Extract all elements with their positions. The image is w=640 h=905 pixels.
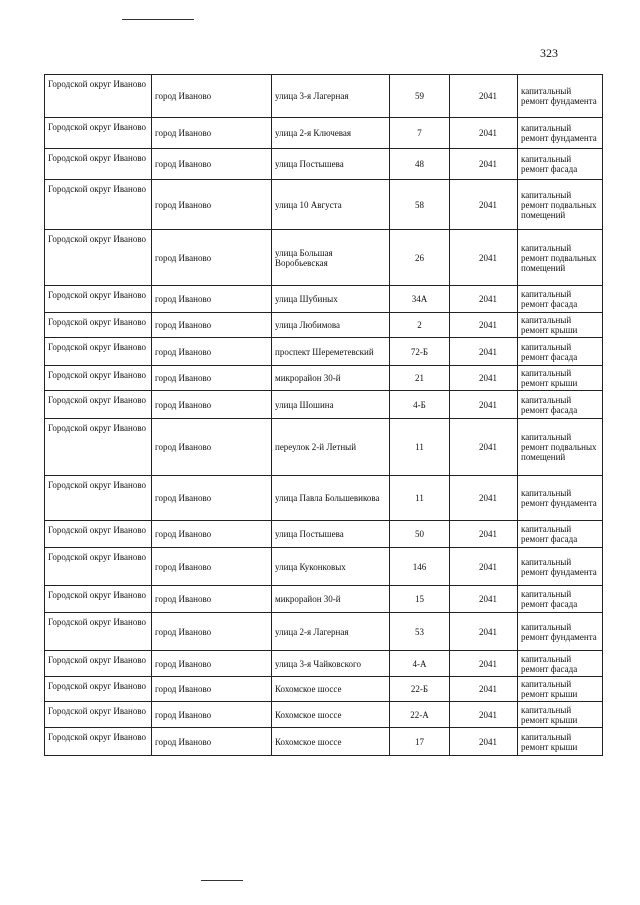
city-cell: город Иваново: [152, 75, 272, 118]
table-row: [45, 338, 603, 366]
district-cell: Городской округ Иваново: [45, 419, 152, 476]
year-cell: 2041: [450, 548, 518, 586]
street-cell: улица Павла Большевикова: [272, 476, 390, 521]
district-cell: Городской округ Иваново: [45, 728, 152, 756]
work-type-cell: капитальный ремонт крыши: [518, 366, 603, 391]
work-type-cell: капитальный ремонт фасада: [518, 286, 603, 313]
work-type-cell: капитальный ремонт фасада: [518, 338, 603, 366]
table-row: [45, 149, 603, 180]
house-number-cell: 11: [390, 476, 450, 521]
year-cell: 2041: [450, 338, 518, 366]
year-cell: 2041: [450, 391, 518, 419]
year-cell: 2041: [450, 286, 518, 313]
city-cell: город Иваново: [152, 313, 272, 338]
year-cell: 2041: [450, 149, 518, 180]
year-cell: 2041: [450, 118, 518, 149]
work-type-cell: капитальный ремонт фасада: [518, 149, 603, 180]
house-number-cell: 53: [390, 613, 450, 651]
district-cell: Городской округ Иваново: [45, 75, 152, 118]
street-cell: улица Постышева: [272, 149, 390, 180]
table-row: [45, 366, 603, 391]
street-cell: микрорайон 30-й: [272, 366, 390, 391]
district-cell: Городской округ Иваново: [45, 286, 152, 313]
district-cell: Городской округ Иваново: [45, 180, 152, 230]
year-cell: 2041: [450, 586, 518, 613]
street-cell: улица Куконковых: [272, 548, 390, 586]
year-cell: 2041: [450, 728, 518, 756]
district-cell: Городской округ Иваново: [45, 391, 152, 419]
district-cell: Городской округ Иваново: [45, 702, 152, 728]
city-cell: город Иваново: [152, 476, 272, 521]
district-cell: Городской округ Иваново: [45, 651, 152, 677]
year-cell: 2041: [450, 230, 518, 286]
table-row: [45, 75, 603, 118]
street-cell: улица 10 Августа: [272, 180, 390, 230]
table-row: [45, 230, 603, 286]
street-cell: улица Шубиных: [272, 286, 390, 313]
street-cell: улица 2-я Ключевая: [272, 118, 390, 149]
work-type-cell: капитальный ремонт подвальных помещений: [518, 230, 603, 286]
house-number-cell: 21: [390, 366, 450, 391]
street-cell: улица Шошина: [272, 391, 390, 419]
house-number-cell: 22-А: [390, 702, 450, 728]
work-type-cell: капитальный ремонт фасада: [518, 586, 603, 613]
year-cell: 2041: [450, 476, 518, 521]
work-type-cell: капитальный ремонт фундамента: [518, 476, 603, 521]
house-number-cell: 26: [390, 230, 450, 286]
district-cell: Городской округ Иваново: [45, 118, 152, 149]
city-cell: город Иваново: [152, 149, 272, 180]
footer-rule: [201, 880, 243, 881]
house-number-cell: 146: [390, 548, 450, 586]
work-type-cell: капитальный ремонт фундамента: [518, 613, 603, 651]
table-row: [45, 702, 603, 728]
city-cell: город Иваново: [152, 521, 272, 548]
city-cell: город Иваново: [152, 419, 272, 476]
city-cell: город Иваново: [152, 702, 272, 728]
house-number-cell: 15: [390, 586, 450, 613]
city-cell: город Иваново: [152, 286, 272, 313]
house-number-cell: 72-Б: [390, 338, 450, 366]
street-cell: Кохомское шоссе: [272, 702, 390, 728]
district-cell: Городской округ Иваново: [45, 476, 152, 521]
table-row: [45, 548, 603, 586]
street-cell: улица 3-я Лагерная: [272, 75, 390, 118]
city-cell: город Иваново: [152, 728, 272, 756]
table-row: [45, 586, 603, 613]
year-cell: 2041: [450, 521, 518, 548]
house-number-cell: 11: [390, 419, 450, 476]
table-row: [45, 313, 603, 338]
district-cell: Городской округ Иваново: [45, 677, 152, 702]
repair-schedule-table: [44, 74, 603, 756]
city-cell: город Иваново: [152, 548, 272, 586]
city-cell: город Иваново: [152, 366, 272, 391]
work-type-cell: капитальный ремонт фундамента: [518, 118, 603, 149]
year-cell: 2041: [450, 651, 518, 677]
house-number-cell: 48: [390, 149, 450, 180]
district-cell: Городской округ Иваново: [45, 313, 152, 338]
work-type-cell: капитальный ремонт подвальных помещений: [518, 419, 603, 476]
table-row: [45, 651, 603, 677]
year-cell: 2041: [450, 702, 518, 728]
work-type-cell: капитальный ремонт крыши: [518, 313, 603, 338]
header-rule: [122, 19, 194, 20]
year-cell: 2041: [450, 180, 518, 230]
city-cell: город Иваново: [152, 613, 272, 651]
street-cell: улица Любимова: [272, 313, 390, 338]
street-cell: улица Постышева: [272, 521, 390, 548]
house-number-cell: 50: [390, 521, 450, 548]
house-number-cell: 59: [390, 75, 450, 118]
street-cell: Кохомское шоссе: [272, 728, 390, 756]
street-cell: переулок 2-й Летный: [272, 419, 390, 476]
table-row: [45, 476, 603, 521]
table-row: [45, 286, 603, 313]
street-cell: проспект Шереметевский: [272, 338, 390, 366]
year-cell: 2041: [450, 677, 518, 702]
district-cell: Городской округ Иваново: [45, 149, 152, 180]
table-row: [45, 118, 603, 149]
house-number-cell: 34А: [390, 286, 450, 313]
work-type-cell: капитальный ремонт фундамента: [518, 75, 603, 118]
work-type-cell: капитальный ремонт фасада: [518, 391, 603, 419]
street-cell: микрорайон 30-й: [272, 586, 390, 613]
table-row: [45, 521, 603, 548]
house-number-cell: 4-А: [390, 651, 450, 677]
table-row: [45, 728, 603, 756]
district-cell: Городской округ Иваново: [45, 521, 152, 548]
district-cell: Городской округ Иваново: [45, 366, 152, 391]
work-type-cell: капитальный ремонт фасада: [518, 651, 603, 677]
house-number-cell: 4-Б: [390, 391, 450, 419]
house-number-cell: 58: [390, 180, 450, 230]
work-type-cell: капитальный ремонт крыши: [518, 677, 603, 702]
work-type-cell: капитальный ремонт крыши: [518, 702, 603, 728]
year-cell: 2041: [450, 613, 518, 651]
city-cell: город Иваново: [152, 118, 272, 149]
district-cell: Городской округ Иваново: [45, 548, 152, 586]
district-cell: Городской округ Иваново: [45, 613, 152, 651]
table-row: [45, 677, 603, 702]
work-type-cell: капитальный ремонт подвальных помещений: [518, 180, 603, 230]
district-cell: Городской округ Иваново: [45, 230, 152, 286]
street-cell: улица 2-я Лагерная: [272, 613, 390, 651]
work-type-cell: капитальный ремонт фундамента: [518, 548, 603, 586]
city-cell: город Иваново: [152, 391, 272, 419]
house-number-cell: 22-Б: [390, 677, 450, 702]
house-number-cell: 2: [390, 313, 450, 338]
table-row: [45, 419, 603, 476]
table-row: [45, 613, 603, 651]
district-cell: Городской округ Иваново: [45, 586, 152, 613]
house-number-cell: 7: [390, 118, 450, 149]
table-row: [45, 180, 603, 230]
district-cell: Городской округ Иваново: [45, 338, 152, 366]
city-cell: город Иваново: [152, 677, 272, 702]
city-cell: город Иваново: [152, 338, 272, 366]
street-cell: Кохомское шоссе: [272, 677, 390, 702]
year-cell: 2041: [450, 366, 518, 391]
city-cell: город Иваново: [152, 230, 272, 286]
city-cell: город Иваново: [152, 586, 272, 613]
work-type-cell: капитальный ремонт фасада: [518, 521, 603, 548]
page-number: 323: [540, 46, 558, 60]
house-number-cell: 17: [390, 728, 450, 756]
street-cell: улица 3-я Чайковского: [272, 651, 390, 677]
year-cell: 2041: [450, 75, 518, 118]
city-cell: город Иваново: [152, 180, 272, 230]
work-type-cell: капитальный ремонт крыши: [518, 728, 603, 756]
street-cell: улица Большая Воробьевская: [272, 230, 390, 286]
table-row: [45, 391, 603, 419]
year-cell: 2041: [450, 313, 518, 338]
year-cell: 2041: [450, 419, 518, 476]
city-cell: город Иваново: [152, 651, 272, 677]
